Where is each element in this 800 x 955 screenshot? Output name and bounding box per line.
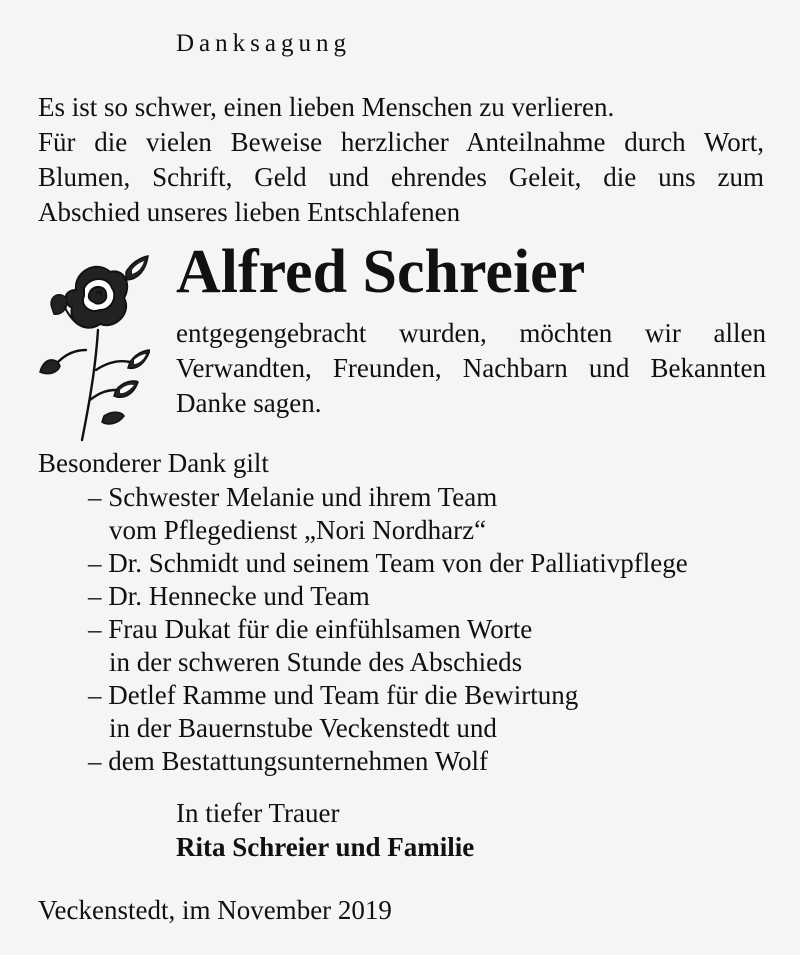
thanks-item: – Frau Dukat für die einfühlsamen Worte bbox=[88, 614, 533, 644]
intro-line: Abschied unseres lieben Entschlafenen bbox=[38, 197, 461, 227]
intro-line: Für die vielen Beweise herzlicher Anteilnahme durch Wort, bbox=[38, 127, 764, 157]
intro-line: Es ist so schwer, einen lieben Menschen zu verlieren. bbox=[38, 92, 615, 122]
closing-text: In tiefer Trauer bbox=[176, 798, 340, 828]
thanks-item: – Schwester Melanie und ihrem Team bbox=[88, 482, 498, 512]
rose-icon bbox=[38, 250, 150, 442]
place-date: Veckenstedt, im November 2019 bbox=[38, 895, 392, 925]
after-line: Verwandten, Freunden, Nachbarn und Bekannten bbox=[176, 353, 766, 383]
notice-heading: Danksagung bbox=[176, 30, 351, 57]
thanks-item-continuation: in der Bauernstube Veckenstedt und bbox=[109, 713, 497, 743]
after-line: entgegengebracht wurden, möchten wir allen bbox=[176, 318, 766, 348]
after-text bbox=[176, 316, 766, 421]
thanks-item: – dem Bestattungsunternehmen Wolf bbox=[88, 746, 489, 776]
after-line: Danke sagen. bbox=[176, 388, 322, 418]
thanks-list bbox=[88, 481, 688, 778]
deceased-name: Alfred Schreier bbox=[176, 238, 586, 306]
thanks-item: – Dr. Hennecke und Team bbox=[88, 581, 370, 611]
intro-text bbox=[38, 90, 764, 230]
signature-block bbox=[176, 796, 474, 864]
thanks-item: – Dr. Schmidt und seinem Team von der Palliativpflege bbox=[88, 548, 688, 578]
intro-line: Blumen, Schrift, Geld und ehrendes Geleit, die uns zum bbox=[38, 162, 764, 192]
thanks-item-continuation: in der schweren Stunde des Abschieds bbox=[109, 647, 523, 677]
thanks-intro: Besonderer Dank gilt bbox=[38, 448, 269, 478]
family-signature: Rita Schreier und Familie bbox=[176, 832, 475, 862]
thanks-item: – Detlef Ramme und Team für die Bewirtung bbox=[88, 680, 579, 710]
thanks-item-continuation: vom Pflegedienst „Nori Nordharz“ bbox=[109, 515, 487, 545]
